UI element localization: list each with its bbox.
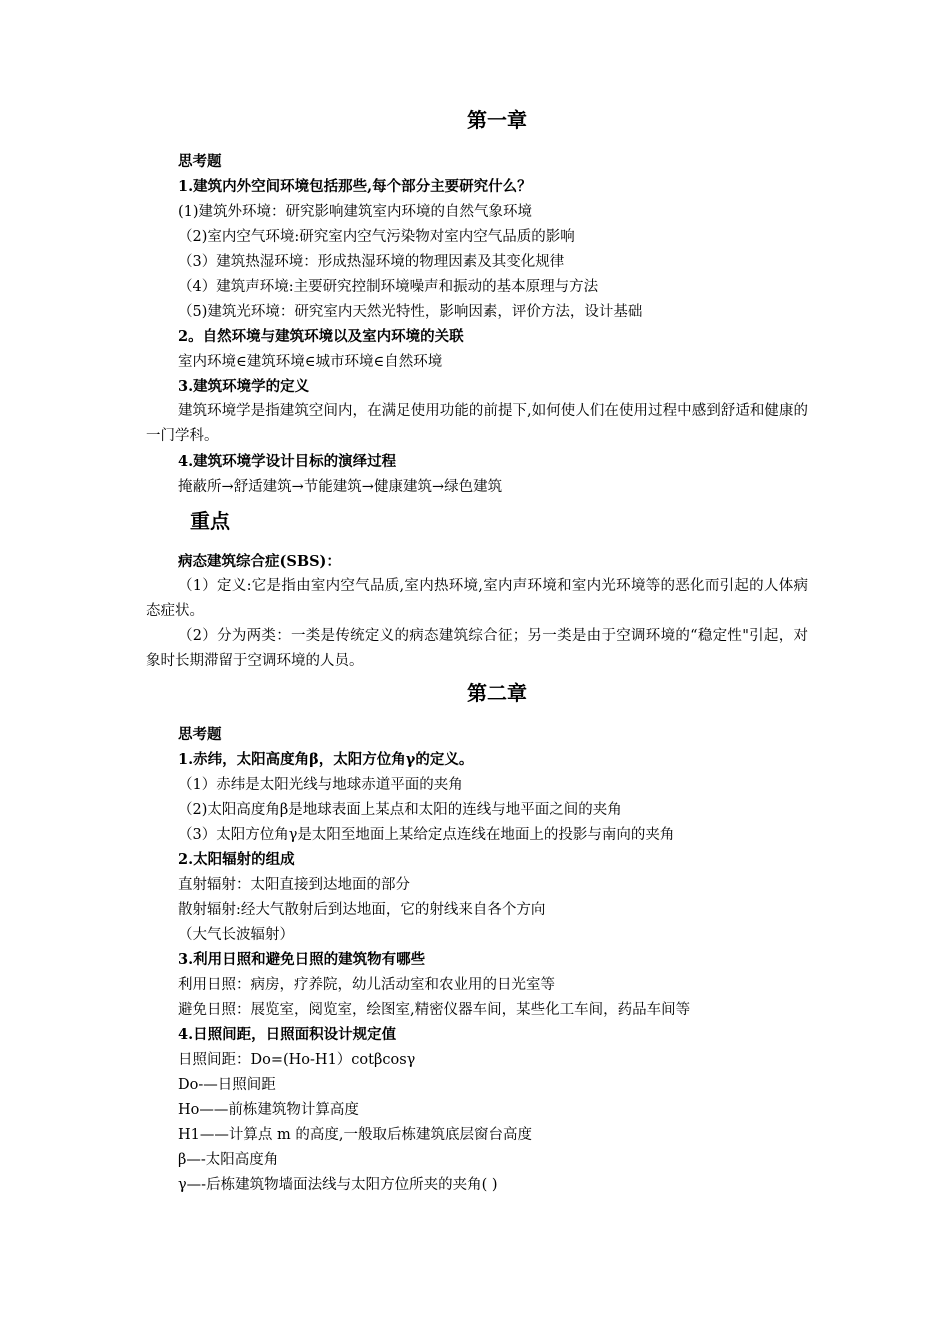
ch1-question-3: 3.建筑环境学的定义 bbox=[178, 378, 310, 395]
ch1-q4-answer: 掩蔽所→舒适建筑→节能建筑→健康建筑→绿色建筑 bbox=[178, 479, 503, 495]
ch1-questions-heading: 思考题 bbox=[178, 153, 222, 170]
chapter-2-title: 第二章 bbox=[467, 681, 527, 705]
ch2-q2-item-1: 直射辐射：太阳直接到达地面的部分 bbox=[178, 877, 410, 893]
ch1-q2-answer: 室内环境∈建筑环境∈城市环境∈自然环境 bbox=[178, 354, 443, 370]
ch1-q1-item-2: （2)室内空气环境:研究室内空气污染物对室内空气品质的影响 bbox=[178, 229, 575, 245]
ch2-q1-item-3: （3）太阳方位角γ是太阳至地面上某给定点连线在地面上的投影与南向的夹角 bbox=[178, 827, 675, 843]
ch2-q4-item-1: 日照间距：Do=(Ho-H1）cotβcosγ bbox=[178, 1052, 416, 1068]
ch2-q1-item-1: （1）赤纬是太阳光线与地球赤道平面的夹角 bbox=[178, 777, 463, 793]
ch1-question-4: 4.建筑环境学设计目标的演绎过程 bbox=[178, 453, 397, 470]
ch2-q4-item-6: γ—-后栋建筑物墙面法线与太阳方位所夹的夹角( ) bbox=[178, 1177, 498, 1193]
ch2-q3-item-2: 避免日照：展览室，阅览室，绘图室,精密仪器车间，某些化工车间，药品车间等 bbox=[178, 1002, 691, 1018]
sbs-categories: （2）分为两类：一类是传统定义的病态建筑综合征；另一类是由于空调环境的“稳定性"引起，对象时长期滞留于空调环境的人员。 bbox=[146, 628, 808, 669]
ch2-q2-item-3: （大气长波辐射） bbox=[178, 927, 294, 943]
key-points-heading: 重点 bbox=[190, 509, 230, 533]
ch2-q2-item-2: 散射辐射:经大气散射后到达地面，它的射线来自各个方向 bbox=[178, 902, 546, 918]
ch2-questions-heading: 思考题 bbox=[178, 726, 222, 743]
ch2-question-2: 2.太阳辐射的组成 bbox=[178, 851, 295, 868]
ch2-q1-item-2: （2)太阳高度角β是地球表面上某点和太阳的连线与地平面之间的夹角 bbox=[178, 802, 622, 818]
ch1-question-2: 2。自然环境与建筑环境以及室内环境的关联 bbox=[178, 328, 464, 345]
ch1-q1-item-5: （5)建筑光环境：研究室内天然光特性，影响因素，评价方法，设计基础 bbox=[178, 304, 643, 320]
ch1-q1-item-4: （4）建筑声环境:主要研究控制环境噪声和振动的基本原理与方法 bbox=[178, 279, 599, 295]
sbs-heading: 病态建筑综合症(SBS)： bbox=[178, 553, 341, 570]
sbs-definition: （1）定义:它是指由室内空气品质,室内热环境,室内声环境和室内光环境等的恶化而引起的人体病态症状。 bbox=[146, 578, 808, 619]
ch2-q4-item-2: Do-—日照间距 bbox=[178, 1077, 276, 1093]
ch2-question-4: 4.日照间距，日照面积设计规定值 bbox=[178, 1026, 397, 1043]
ch2-q4-item-4: H1——计算点 m 的高度,一般取后栋建筑底层窗台高度 bbox=[178, 1127, 532, 1143]
ch1-q3-answer: 建筑环境学是指建筑空间内，在满足使用功能的前提下,如何使人们在使用过程中感到舒适和健康的一门学科。 bbox=[146, 403, 808, 444]
ch2-q4-item-3: Ho——前栋建筑物计算高度 bbox=[178, 1102, 359, 1118]
ch2-question-3: 3.利用日照和避免日照的建筑物有哪些 bbox=[178, 951, 426, 968]
ch2-q3-item-1: 利用日照：病房，疗养院，幼儿活动室和农业用的日光室等 bbox=[178, 977, 555, 993]
ch2-q4-item-5: β—-太阳高度角 bbox=[178, 1152, 279, 1168]
chapter-1-title: 第一章 bbox=[467, 108, 527, 132]
ch1-question-1: 1.建筑内外空间环境包括那些,每个部分主要研究什么？ bbox=[178, 178, 532, 195]
ch2-question-1: 1.赤纬，太阳高度角β，太阳方位角γ的定义。 bbox=[178, 751, 474, 768]
ch1-q1-item-3: （3）建筑热湿环境：形成热湿环境的物理因素及其变化规律 bbox=[178, 254, 565, 270]
ch1-q1-item-1: (1)建筑外环境：研究影响建筑室内环境的自然气象环境 bbox=[178, 204, 533, 220]
